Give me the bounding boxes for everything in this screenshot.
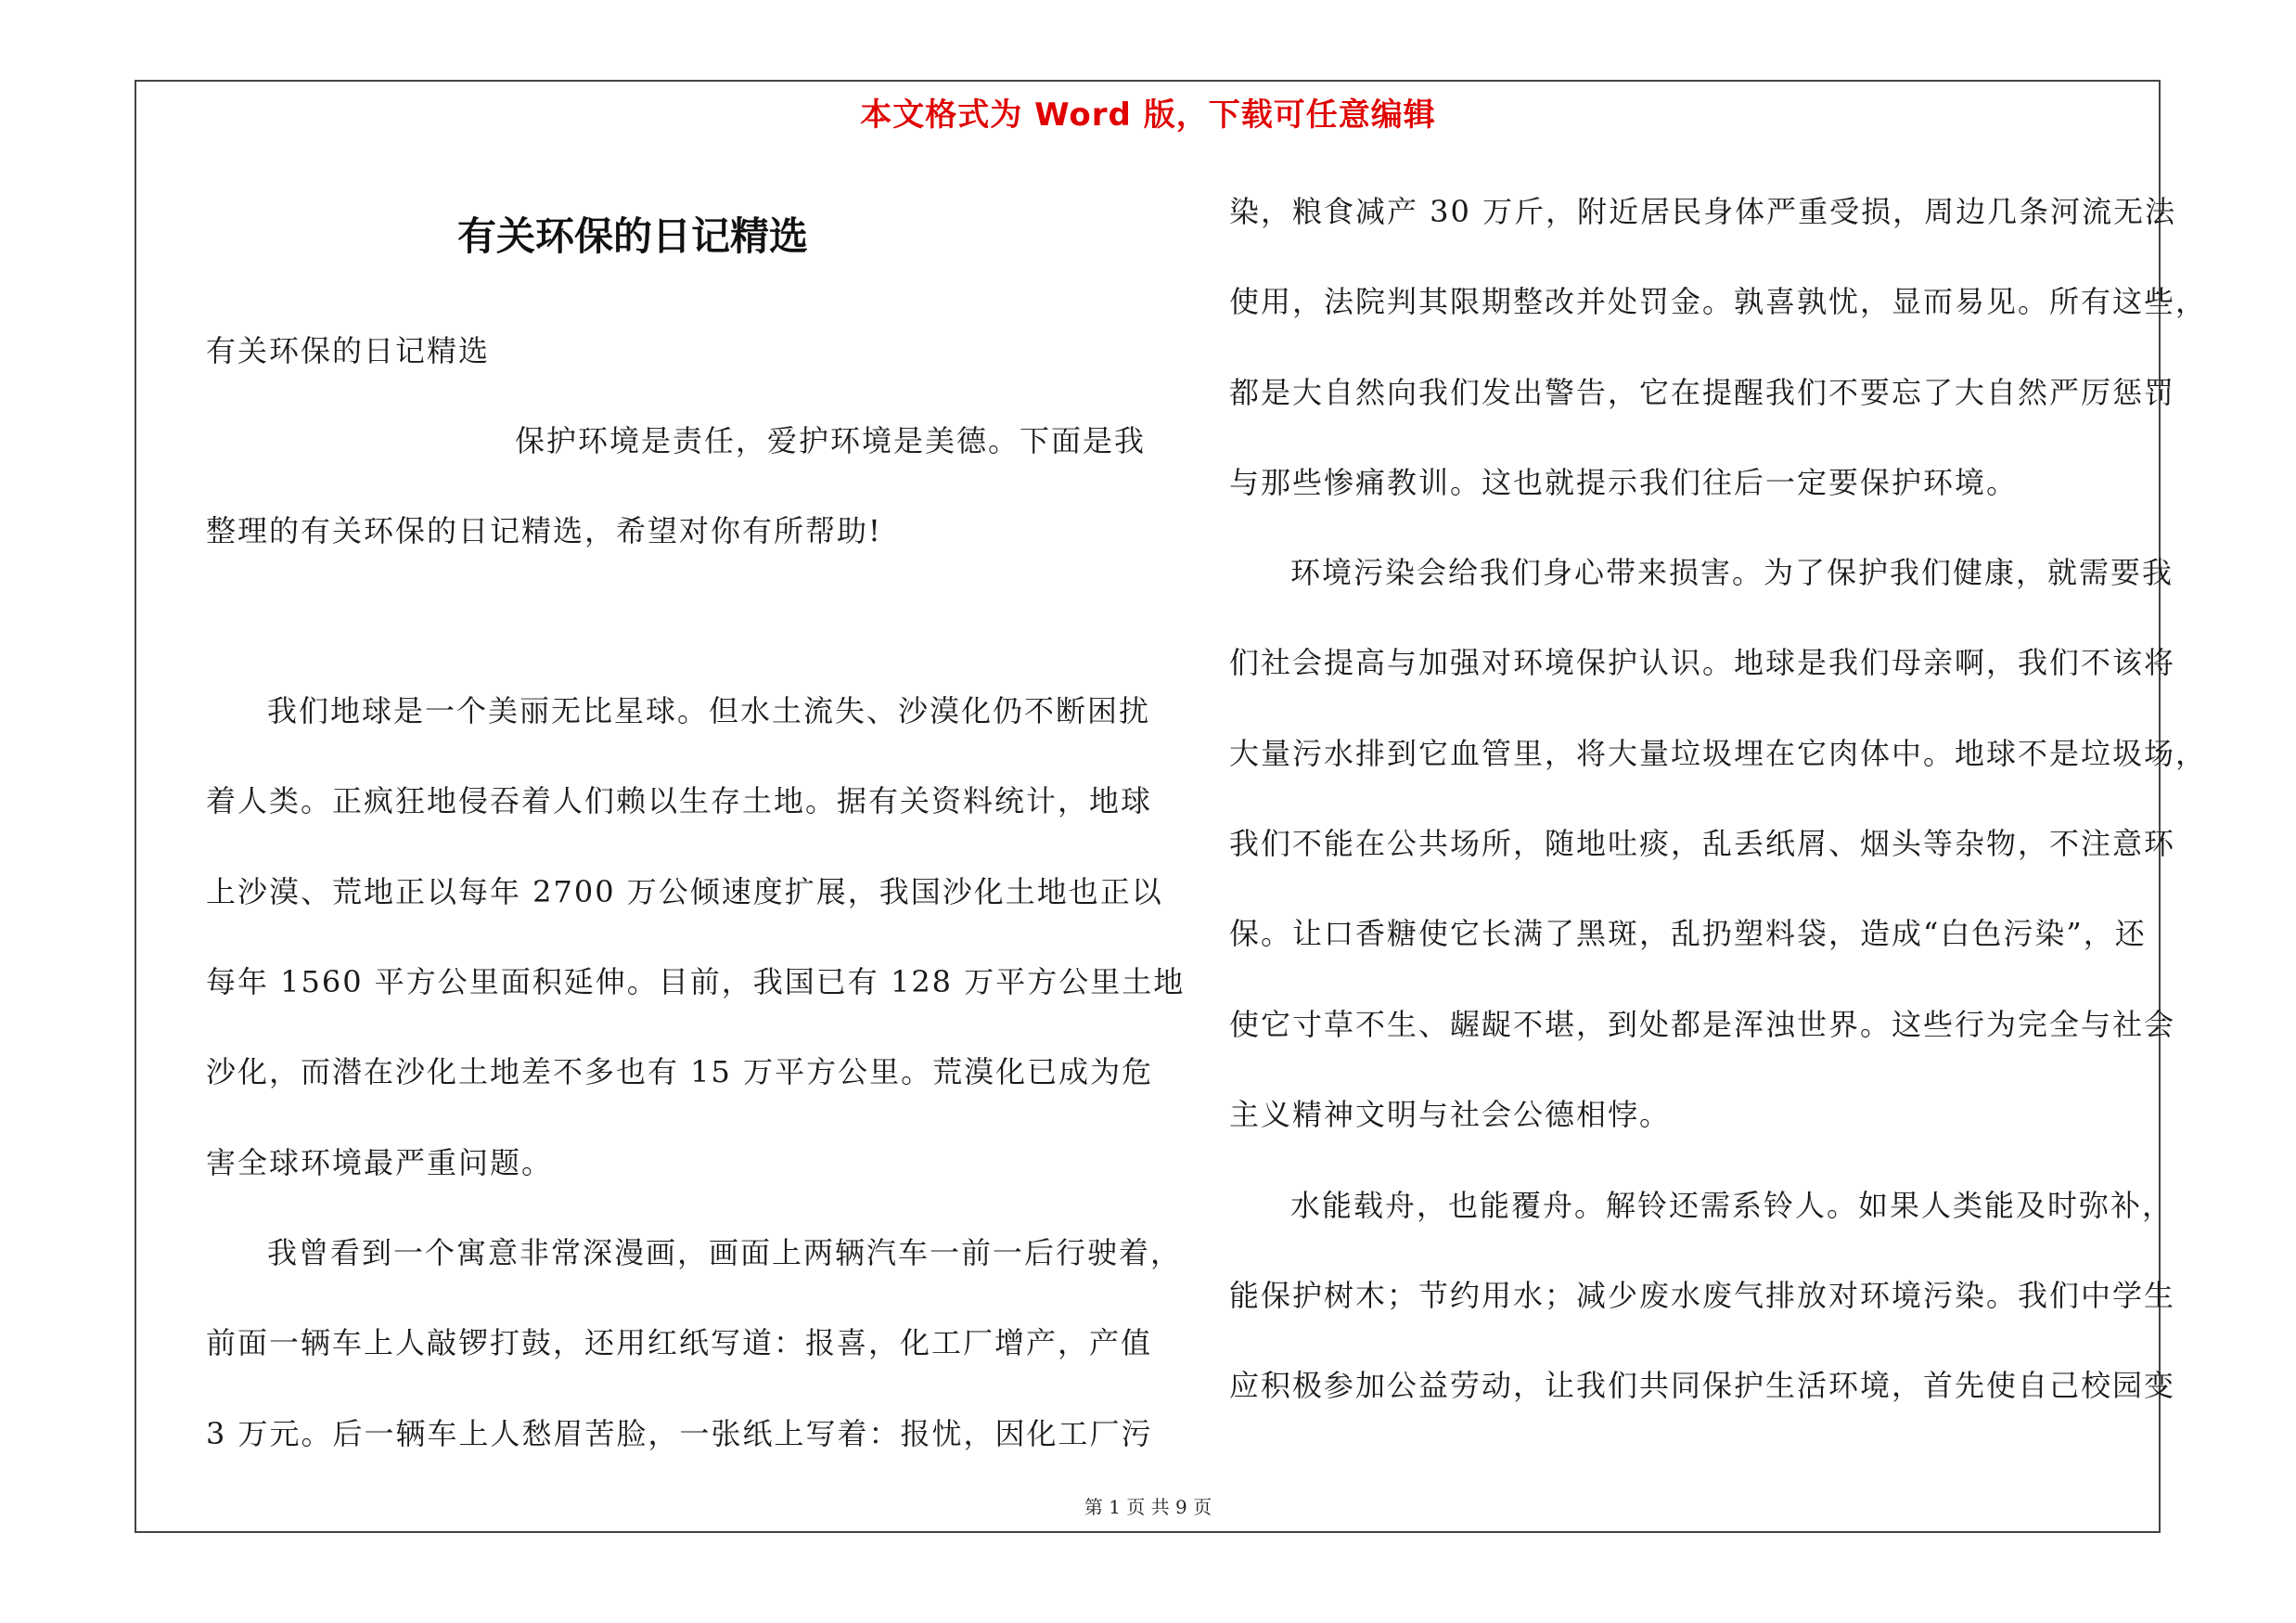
text-line: 害全球环境最严重问题。: [206, 1145, 554, 1180]
text-line: 能保护树木；节约用水；减少废水废气排放对环境污染。我们中学生: [1229, 1278, 2176, 1313]
page-number-footer: 第 1 页 共 9 页: [1084, 1496, 1212, 1518]
text-line: 保护环境是责任，爱护环境是美德。下面是我: [515, 423, 1147, 458]
text-line: 沙化，而潜在沙化土地差不多也有 15 万平方公里。荒漠化已成为危: [206, 1054, 1154, 1089]
text-line: 都是大自然向我们发出警告，它在提醒我们不要忘了大自然严厉惩罚: [1229, 375, 2176, 410]
text-line: 染，粮食减产 30 万斤，附近居民身体严重受损，周边几条河流无法: [1229, 194, 2177, 229]
subtitle-line: 有关环保的日记精选: [206, 333, 491, 368]
text-line: 我曾看到一个寓意非常深漫画，画面上两辆汽车一前一后行驶着，: [267, 1235, 1183, 1270]
text-line: 我们地球是一个美丽无比星球。但水土流失、沙漠化仍不断困扰: [267, 693, 1151, 728]
document-title: 有关环保的日记精选: [456, 213, 808, 259]
text-line: 前面一辆车上人敲锣打鼓，还用红纸写道：报喜，化工厂增产，产值: [206, 1325, 1153, 1360]
text-line: 上沙漠、荒地正以每年 2700 万公倾速度扩展，我国沙化土地也正以: [206, 874, 1163, 909]
word-format-banner: 本文格式为 Word 版，下载可任意编辑: [860, 97, 1436, 134]
text-line: 环境污染会给我们身心带来损害。为了保护我们健康，就需要我: [1290, 555, 2174, 590]
text-line: 每年 1560 平方公里面积延伸。目前，我国已有 128 万平方公里土地: [206, 964, 1186, 999]
text-line: 与那些惨痛教训。这也就提示我们往后一定要保护环境。: [1229, 465, 2019, 500]
text-line: 整理的有关环保的日记精选，希望对你有所帮助!: [206, 513, 882, 548]
text-line: 使用，法院判其限期整改并处罚金。孰喜孰忧，显而易见。所有这些，: [1229, 284, 2208, 319]
text-line: 们社会提高与加强对环境保护认识。地球是我们母亲啊，我们不该将: [1229, 645, 2176, 680]
text-line: 我们不能在公共场所，随地吐痰，乱丢纸屑、烟头等杂物，不注意环: [1229, 826, 2176, 861]
text-line: 3 万元。后一辆车上人愁眉苦脸，一张纸上写着：报忧，因化工厂污: [206, 1416, 1153, 1451]
text-line: 主义精神文明与社会公德相悖。: [1229, 1097, 1672, 1132]
text-line: 着人类。正疯狂地侵吞着人们赖以生存土地。据有关资料统计，地球: [206, 783, 1153, 818]
text-line: 使它寸草不生、龌龊不堪，到处都是浑浊世界。这些行为完全与社会: [1229, 1007, 2176, 1042]
text-line: 应积极参加公益劳动，让我们共同保护生活环境，首先使自己校园变: [1229, 1368, 2176, 1403]
text-line: 水能载舟，也能覆舟。解铃还需系铃人。如果人类能及时弥补，: [1290, 1188, 2174, 1223]
text-line: 大量污水排到它血管里，将大量垃圾埋在它肉体中。地球不是垃圾场，: [1229, 736, 2208, 771]
text-line: 保。让口香糖使它长满了黑斑，乱扔塑料袋，造成“白色污染”，还: [1229, 916, 2147, 951]
